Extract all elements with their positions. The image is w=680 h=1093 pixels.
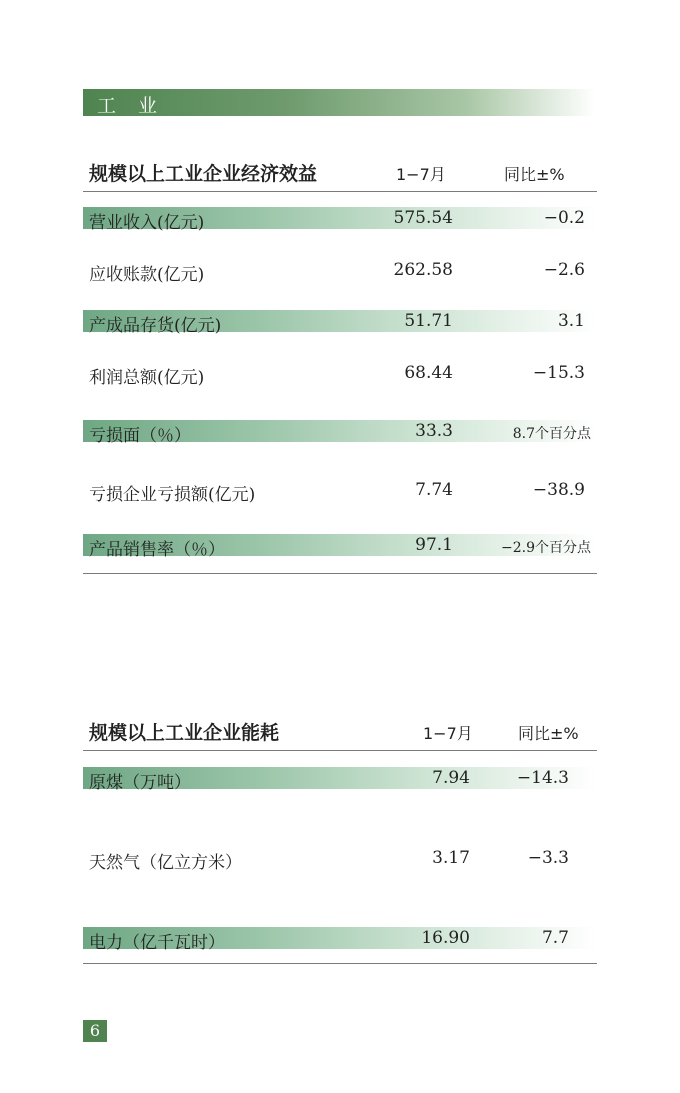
table-row [83,927,597,953]
row-value: 33.3 [415,421,453,441]
table-row [83,420,597,446]
row-change: 3.1 [557,311,585,331]
table-bottom-rule [83,963,597,964]
table-header [83,706,597,751]
table-row [83,767,597,793]
table-header [83,147,597,192]
row-change: −15.3 [532,363,585,383]
row-value: 16.90 [421,928,470,948]
row-value: 3.17 [432,848,470,868]
table-row [83,259,597,285]
row-change: 8.7个百分点 [512,426,591,442]
row-label: 天然气（亿立方米） [89,853,242,873]
row-value: 7.94 [432,768,470,788]
row-change: −3.3 [527,848,569,868]
row-value: 51.71 [404,311,453,331]
table-title: 规模以上工业企业经济效益 [89,163,318,185]
row-label: 亏损企业亏损额(亿元) [89,485,256,505]
row-value: 262.58 [393,260,453,280]
row-value: 575.54 [393,208,453,228]
row-label: 应收账款(亿元) [89,265,205,285]
table-row [83,479,597,505]
table-row [83,847,597,873]
row-change: −2.6 [543,260,585,280]
row-value: 97.1 [415,535,453,555]
section-title: 工 业 [97,95,166,117]
table-row [83,534,597,560]
table-bottom-rule [83,573,597,574]
table-row [83,310,597,336]
row-change: −14.3 [516,768,569,788]
row-label: 原煤（万吨） [89,773,191,793]
table-row [83,207,597,233]
page-number: 6 [83,1020,107,1042]
column-header-change: 同比±% [504,165,565,184]
row-label: 营业收入(亿元) [89,213,205,233]
row-label: 利润总额(亿元) [89,368,205,388]
row-label: 亏损面（％） [89,426,191,446]
row-change: −38.9 [532,480,585,500]
energy-consumption-table [83,706,597,966]
column-header-period: 1−7月 [423,724,473,743]
column-header-change: 同比±% [518,724,579,743]
row-label: 电力（亿千瓦时） [89,933,225,953]
section-header-bar [83,89,595,116]
row-value: 7.74 [415,480,453,500]
row-change: −2.9个百分点 [501,540,591,556]
table-title: 规模以上工业企业能耗 [89,722,280,744]
row-change: 7.7 [541,928,569,948]
row-label: 产品销售率（％） [89,540,225,560]
row-label: 产成品存货(亿元) [89,316,222,336]
row-change: −0.2 [543,208,585,228]
column-header-period: 1−7月 [396,165,446,184]
economic-benefits-table [83,147,597,575]
row-value: 68.44 [404,363,453,383]
table-row [83,362,597,388]
